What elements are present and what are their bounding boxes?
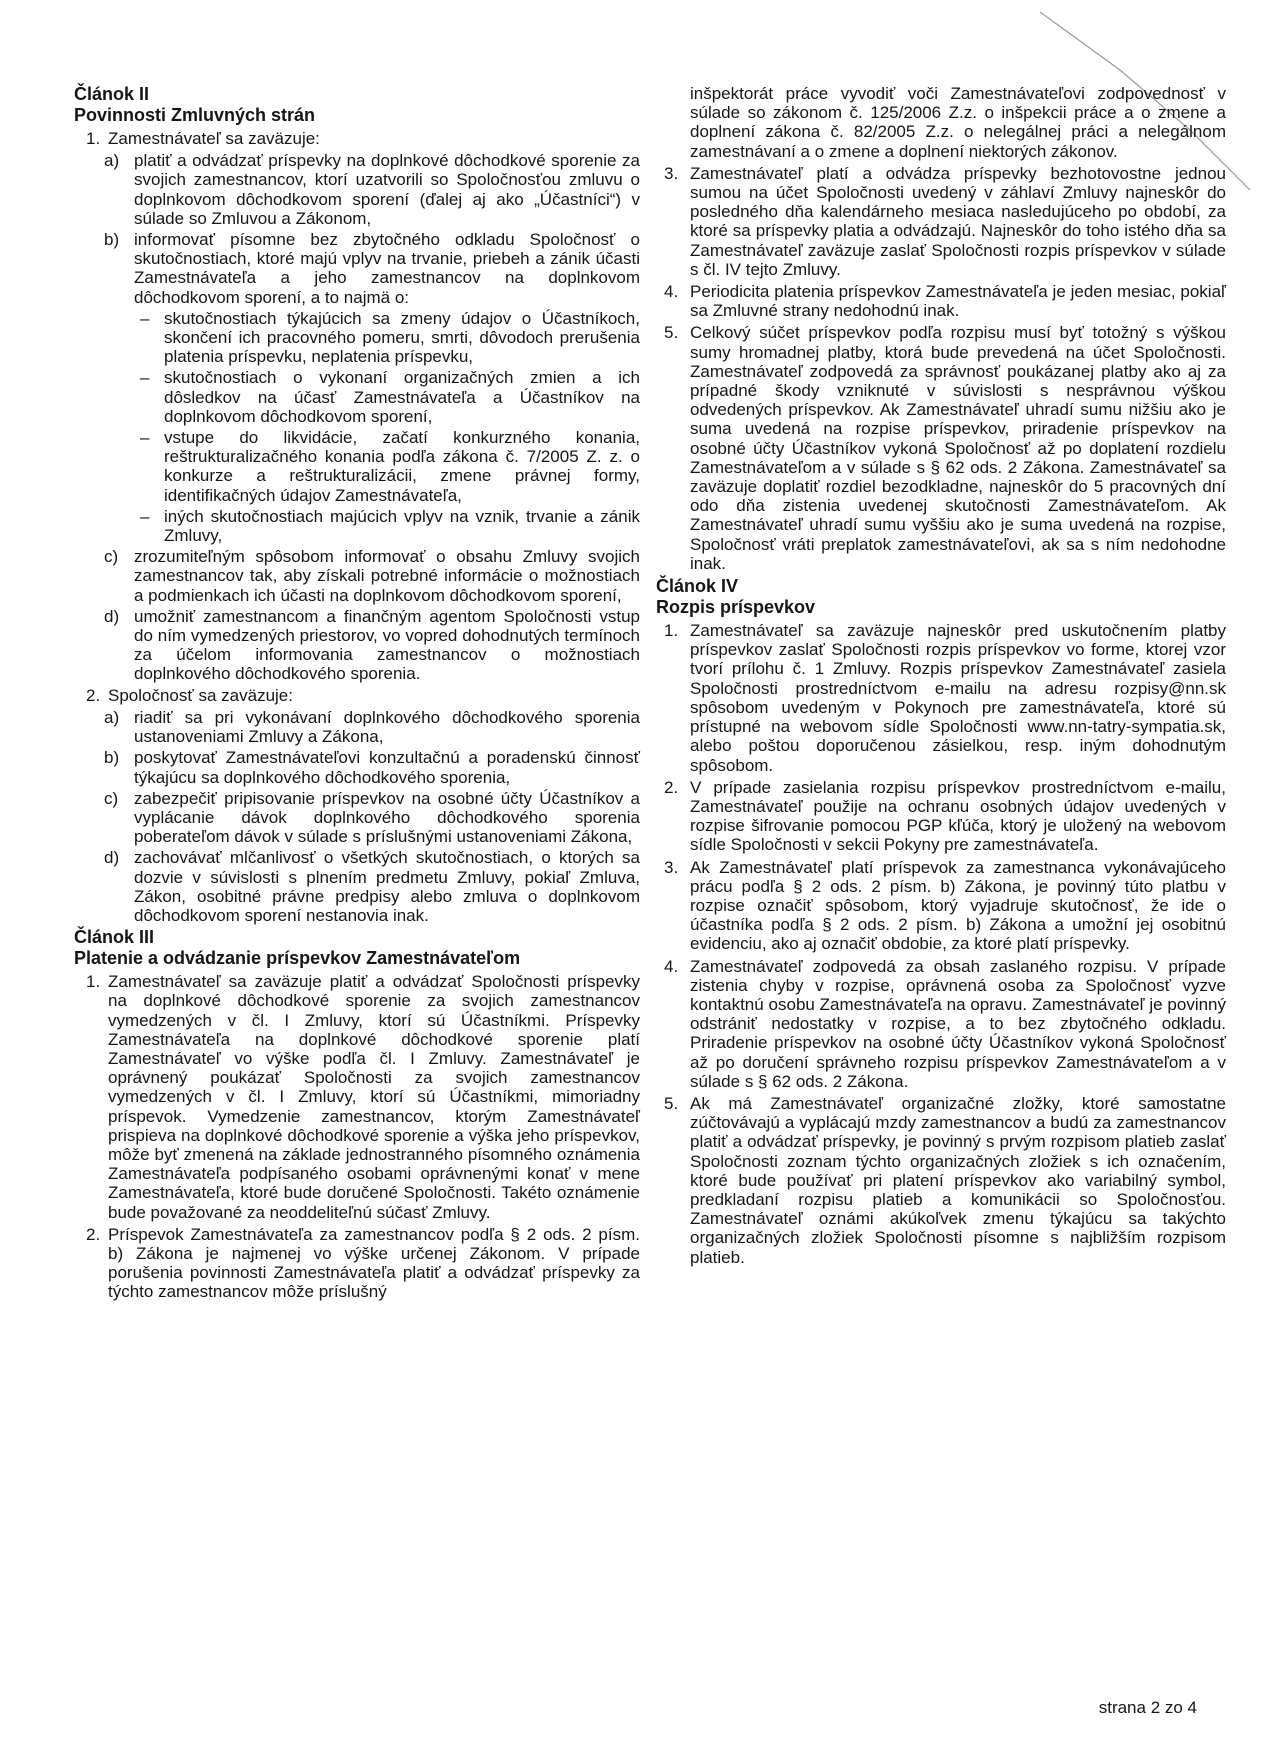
clause-number: 5. — [664, 1093, 679, 1113]
sub-text: informovať písomne bez zbytočného odkladu Spoločnosť o skutočnostiach, ktoré majú vplyv na trvanie, priebeh a zánik účasti Zamestnávateľa a jeho zamestnancov na doplnkovom dôchodkovom sporení, a to najmä o: — [134, 230, 640, 307]
clause-2-1 — [74, 129, 640, 148]
clause-text: Zamestnávateľ zodpovedá za obsah zaslaného rozpisu. V prípade zistenia chyby v rozpise, oprávnená osoba za Spoločnosť vyzve kontaktnú osobu Zamestnávateľa na opravu. Zamestnávateľ je povinný odstrániť nedostatky v rozpise, a to bez zbytočného odkladu. Priradenie príspevkov na osobné účty Účastníkov vykoná Spoločnosť až po doručení správneho rozpisu príspevkov Zamestnávateľom a v súlade s § 62 ods. 2 Zákona. — [690, 956, 1226, 1091]
article-3-number: Článok III — [74, 927, 155, 948]
clause-text: Zamestnávateľ platí a odvádza príspevky bezhotovostne jednou sumou na účet Spoločnosti uvedený v záhlaví Zmluvy najneskôr do posledného dňa kalendárneho mesiaca nasledujúceho po období, za ktoré sa príspevky platia a odvádzajú. Najneskôr do toho istého dňa sa Zamestnávateľ zaväzuje zaslať Spoločnosti rozpis príspevkov v súlade s čl. IV tejto Zmluvy. — [690, 163, 1226, 279]
clause-text: Príspevok Zamestnávateľa za zamestnancov podľa § 2 ods. 2 písm. b) Zákona je najmenej vo výške určenej Zákonom. V prípade porušenia povinnosti Zamestnávateľa platiť a odvádzať príspevky za týchto zamestnancov môže príslušný — [108, 1224, 640, 1302]
clause-number: 1. — [664, 621, 679, 641]
dash-mark: – — [140, 428, 150, 448]
dash-item — [74, 309, 640, 367]
dash-mark: – — [140, 506, 150, 526]
clause-text: Zamestnávateľ sa zaväzuje: — [108, 129, 320, 148]
dash-text: skutočnostiach týkajúcich sa zmeny údajov o Účastníkoch, skončení ich pracovného pomeru, smrti, dôvodoch prerušenia platenia príspevku, neplatenia príspevku, — [164, 308, 640, 367]
clause-2-2-c — [74, 789, 640, 847]
clause-number: 5. — [664, 323, 679, 343]
clause-4-5 — [656, 1094, 1226, 1267]
clause-2-2-d — [74, 848, 640, 925]
sub-label: d) — [104, 848, 120, 868]
clause-2-1-a — [74, 151, 640, 228]
clause-text: inšpektorát práce vyvodiť voči Zamestnávateľovi zodpovednosť v súlade so zákonom č. 125/2006 Z.z. o inšpekcii práce a o zmene a doplnení zákona č. 82/2005 Z.z. o nelegálnej práci a nelegálnom zamestnávaní a o zmene a doplnení niektorých zákonov. — [690, 84, 1226, 161]
clause-number: 2. — [664, 777, 679, 797]
clause-3-5 — [656, 323, 1226, 573]
sub-text: riadiť sa pri vykonávaní doplnkového dôchodkového sporenia ustanoveniami Zmluvy a Zákona, — [134, 707, 640, 747]
clause-text: Ak Zamestnávateľ platí príspevok za zamestnanca vykonávajúceho prácu podľa § 2 ods. 2 písm. b) Zákona, je povinný túto platbu v rozpise označiť spôsobom, ktorý vyjadruje skutočnosť, že ide o účastníka podľa § 2 ods. 2 písm. b) Zákona a umožní jej osobitnú evidenciu, ako aj označiť obdobie, za ktoré platí príspevky. — [690, 857, 1226, 954]
clause-text: Celkový súčet príspevkov podľa rozpisu musí byť totožný s výškou sumy hromadnej platby, ktorá bude prevedená na účet Spoločnosti. Zamestnávateľ zodpovedá za správnosť poukázanej platby ako aj za prípadné škody vzniknuté v súvislosti s nesprávnou výškou odvedených príspevkov. Ak Zamestnávateľ uhradí sumu nižšiu ako je suma uvedená na rozpise príspevkov, priradenie príspevkov na osobné účty Účastníkov vykoná Spoločnosť až po doplatení rozdielu Zamestnávateľom a v súlade s § 62 ods. 2 Zákona. Zamestnávateľ sa zaväzuje doplatiť rozdiel bezodkladne, najneskôr do 5 pracovných dní odo dňa zistenia uvedenej skutočnosti Zamestnávateľom. Ak Zamestnávateľ uhradí sumu vyššiu ako je suma uvedená na rozpise, Spoločnosť vráti preplatok zamestnávateľovi, ak sa s ním nedohodne inak. — [690, 323, 1226, 573]
clause-2-2 — [74, 686, 640, 705]
clause-4-1 — [656, 621, 1226, 775]
article-2-number: Článok II — [74, 84, 150, 104]
sub-label: c) — [104, 547, 119, 567]
clause-number: 3. — [664, 857, 679, 877]
clause-2-1-c — [74, 547, 640, 605]
clause-4-2 — [656, 778, 1226, 855]
left-column — [74, 84, 640, 1305]
sub-text: umožniť zamestnancom a finančným agentom Spoločnosti vstup do ním vymedzených priestorov, vo vopred dohodnutých termínoch za účelom informovania zamestnancov o možnostiach doplnkového dôchodkového sporenia. — [134, 606, 640, 684]
article-4-title: Rozpis príspevkov — [656, 597, 816, 618]
clause-3-2-continued — [656, 84, 1226, 161]
sub-text: poskytovať Zamestnávateľovi konzultačnú a poradenskú činnosť týkajúcu sa doplnkového dôchodkového sporenia, — [134, 748, 640, 787]
clause-text: Spoločnosť sa zaväzuje: — [108, 685, 293, 705]
dash-item — [74, 428, 640, 505]
clause-number: 2. — [86, 685, 101, 705]
dash-mark: – — [140, 308, 150, 328]
clause-number: 3. — [664, 163, 679, 183]
dash-text: iných skutočnostiach majúcich vplyv na vznik, trvanie a zánik Zmluvy, — [164, 506, 640, 546]
dash-text: vstupe do likvidácie, začatí konkurzného konania, reštrukturalizačného konania podľa zákona č. 7/2005 Z. z. o konkurze a reštrukturalizácii, zmene právnej formy, identifikačných údajov Zamestnávateľa, — [164, 428, 640, 505]
clause-2-1-b — [74, 230, 640, 307]
clause-3-2 — [74, 1225, 640, 1302]
sub-label: a) — [104, 707, 120, 727]
clause-number: 1. — [86, 129, 101, 148]
sub-label: b) — [104, 230, 120, 250]
clause-text: Ak má Zamestnávateľ organizačné zložky, ktoré samostatne zúčtovávajú a vyplácajú mzdy zamestnancov a budú za zamestnancov platiť a odvádzať príspevky, je povinný s prvým rozpisom platieb zaslať Spoločnosti zoznam týchto organizačných zložiek s ich označením, ktoré bude používať pri platení príspevkov ako variabilný symbol, predkladaní rozpisu platieb a komunikácii so Spoločnosťou. Zamestnávateľ oznámi akúkoľvek zmenu týkajúcu sa takýchto organizačných zložiek Spoločnosti písomne s najbližším rozpisom platieb. — [690, 1093, 1226, 1267]
dash-text: skutočnostiach o vykonaní organizačných zmien a ich dôsledkov na účasť Zamestnávateľa a Účastníkov na doplnkovom dôchodkovom sporení, — [164, 368, 640, 426]
clause-4-4 — [656, 957, 1226, 1091]
clause-2-2-a — [74, 708, 640, 746]
dash-item — [74, 507, 640, 545]
clause-number: 2. — [86, 1224, 101, 1244]
clause-3-3 — [656, 164, 1226, 279]
sub-text: zabezpečiť pripisovanie príspevkov na osobné účty Účastníkov a vyplácanie dávok doplnkového dôchodkového sporenia poberateľom dávok v súlade s príslušnými ustanoveniami Zákona, — [134, 788, 640, 847]
sub-label: a) — [104, 151, 120, 171]
sub-text: platiť a odvádzať príspevky na doplnkové dôchodkové sporenie za svojich zamestnancov, ktorí uzatvorili so Spoločnosťou zmluvu o doplnkovom dôchodkovom sporení (ďalej aj ako „Účastníci“) v súlade so Zmluvou a Zákonom, — [134, 151, 640, 228]
clause-2-2-b — [74, 748, 640, 786]
clause-text: Zamestnávateľ sa zaväzuje najneskôr pred uskutočnením platby príspevkov zaslať Spoločnosti rozpis príspevkov vo forme, ktorej vzor tvorí prílohu č. 1 Zmluvy. Rozpis príspevkov Zamestnávateľ zasiela Spoločnosti prostredníctvom e-mailu na adresu rozpisy@nn.sk spôsobom uvedeným v Pokynoch pre zamestnávateľa, ktoré sú prístupné na webovom sídle Spoločnosti www.nn-tatry-sympatia.sk, alebo poštou doporučenou zásielkou, resp. iným dohodnutým spôsobom. — [690, 621, 1226, 775]
article-4-number: Článok IV — [656, 576, 739, 597]
clause-text: Zamestnávateľ sa zaväzuje platiť a odvádzať Spoločnosti príspevky na doplnkové dôchodkové sporenie za svojich zamestnancov vymedzených v čl. I Zmluvy, ktorí sú Účastníkmi. Príspevky Zamestnávateľa na doplnkové dôchodkové sporenie platí Zamestnávateľ vo výške podľa čl. I Zmluvy. Zamestnávateľ je oprávnený poukázať Spoločnosti za svojich zamestnancov vymedzených v čl. I Zmluvy, ktorí sú Účastníkmi, mimoriadny príspevok. Vymedzenie zamestnancov, ktorým Zamestnávateľ prispieva na doplnkové dôchodkové sporenie a výška jeho príspevkov, môže byť zmenená na základe jednostranného písomného oznámenia Zamestnávateľa podpísaného osobami oprávnenými konať v mene Zamestnávateľa, ktoré bude doručené Spoločnosti. Takéto oznámenie bude považované za neoddeliteľnú súčasť Zmluvy. — [108, 972, 640, 1222]
clause-3-1 — [74, 972, 640, 1222]
sub-label: c) — [104, 788, 119, 808]
sub-label: b) — [104, 748, 120, 768]
clause-number: 1. — [86, 972, 101, 992]
right-column — [656, 84, 1226, 1270]
dash-item — [74, 368, 640, 426]
article-3-title: Platenie a odvádzanie príspevkov Zamestnávateľom — [74, 948, 521, 969]
article-2-title: Povinnosti Zmluvných strán — [74, 105, 316, 125]
dash-mark: – — [140, 368, 150, 388]
clause-3-4 — [656, 282, 1226, 320]
clause-text: Periodicita platenia príspevkov Zamestnávateľa je jeden mesiac, pokiaľ sa Zmluvné strany nedohodnú inak. — [690, 282, 1226, 321]
clause-2-1-d — [74, 607, 640, 684]
sub-label: d) — [104, 606, 120, 626]
clause-number: 4. — [664, 956, 679, 976]
clause-number: 4. — [664, 282, 679, 302]
clause-4-3 — [656, 858, 1226, 954]
sub-text: zrozumiteľným spôsobom informovať o obsahu Zmluvy svojich zamestnancov tak, aby získali potrebné informácie o možnostiach a podmienkach ich účasti na doplnkovom dôchodkovom sporení, — [134, 547, 640, 605]
clause-text: V prípade zasielania rozpisu príspevkov prostredníctvom e-mailu, Zamestnávateľ použije na ochranu osobných údajov uvedených v rozpise šifrovanie pomocou PGP kľúča, ktorý je uložený na webovom sídle Spoločnosti v sekcii Pokyny pre zamestnávateľa. — [690, 777, 1226, 855]
page-number: strana 2 zo 4 — [1098, 1698, 1197, 1717]
sub-text: zachovávať mlčanlivosť o všetkých skutočnostiach, o ktorých sa dozvie v súvislosti s plnením predmetu Zmluvy, pokiaľ Zmluva, Zákon, osobitné právne predpisy alebo zmluva o doplnkovom dôchodkovom sporení nestanovia inak. — [134, 848, 640, 925]
